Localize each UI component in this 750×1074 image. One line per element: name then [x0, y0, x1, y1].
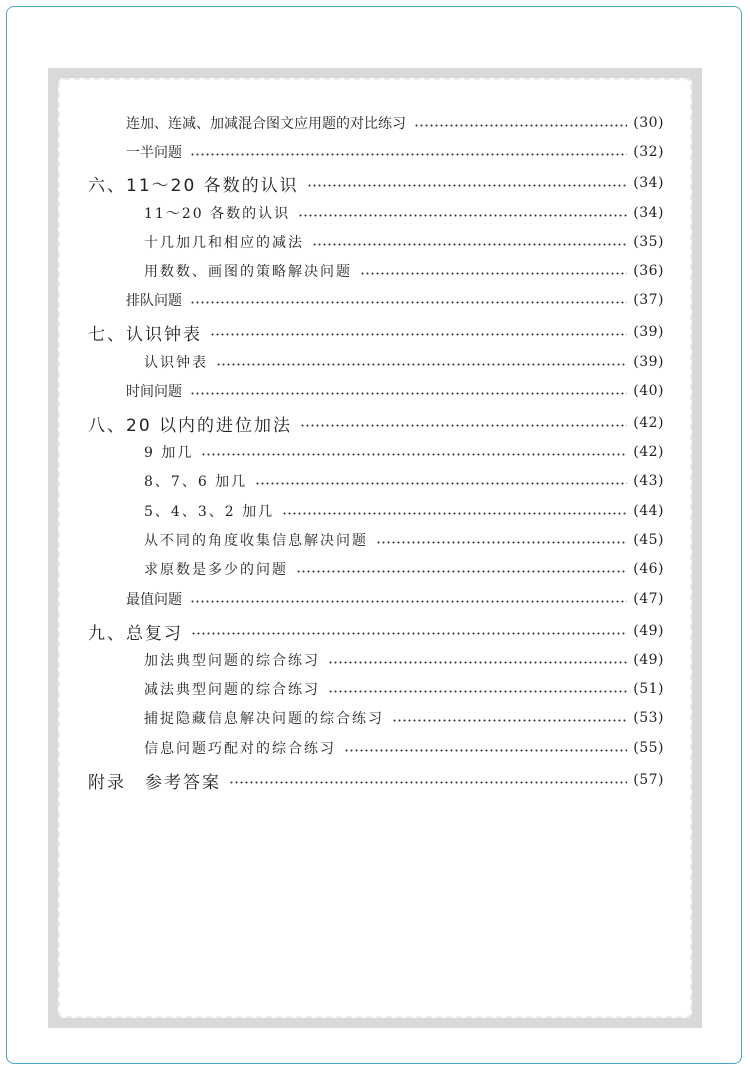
toc-entry-page: (34) — [633, 205, 664, 221]
dot-leader — [190, 153, 627, 156]
toc-chapter-entry — [0, 619, 664, 643]
toc-entry — [0, 140, 664, 164]
toc-entry — [0, 587, 664, 611]
toc-entry-page: (46) — [633, 561, 664, 577]
toc-entry-page: (37) — [633, 292, 664, 308]
toc-entry-page: (49) — [633, 623, 664, 639]
toc-entry-page: (47) — [633, 591, 664, 607]
toc-entry-page: (45) — [633, 532, 664, 548]
dot-leader — [298, 214, 627, 217]
toc-entry — [0, 440, 664, 464]
dot-leader — [344, 749, 627, 752]
dot-leader — [328, 661, 627, 664]
dot-leader — [216, 363, 627, 366]
dot-leader — [282, 512, 627, 515]
dot-leader — [191, 632, 627, 635]
toc-entry-title: 捕捉隐藏信息解决问题的综合练习 — [144, 711, 384, 727]
toc-entry — [0, 648, 664, 672]
toc-entry-title: 十几加几和相应的减法 — [144, 235, 304, 251]
dot-leader — [312, 243, 627, 246]
toc-entry-title: 时间问题 — [126, 384, 182, 400]
toc-entry — [0, 288, 664, 312]
dot-leader — [296, 570, 627, 573]
toc-entry-page: (55) — [633, 740, 664, 756]
toc-entry-page: (39) — [633, 324, 664, 340]
dot-leader — [360, 272, 627, 275]
toc-chapter-title: 九、总复习 — [88, 623, 183, 644]
toc-entry-title: 连加、连减、加减混合图文应用题的对比练习 — [126, 116, 406, 132]
toc-chapter-title: 六、11～20 各数的认识 — [88, 175, 299, 196]
dot-leader — [376, 541, 627, 544]
toc-entry-page: (34) — [633, 175, 664, 191]
toc-entry — [0, 736, 664, 760]
toc-entry-title: 一半问题 — [126, 145, 182, 161]
toc-entry-page: (36) — [633, 263, 664, 279]
dot-leader — [328, 690, 627, 693]
toc-entry — [0, 379, 664, 403]
toc-chapter-title: 八、20 以内的进位加法 — [88, 415, 293, 436]
toc-entry — [0, 528, 664, 552]
dot-leader — [229, 781, 627, 784]
toc-entry-title: 最值问题 — [126, 592, 182, 608]
dot-leader — [190, 301, 627, 304]
toc-entry-page: (40) — [633, 383, 664, 399]
toc-entry — [0, 557, 664, 581]
toc-entry-page: (42) — [633, 444, 664, 460]
toc-entry-title: 用数数、画图的策略解决问题 — [144, 264, 352, 280]
dot-leader — [190, 600, 627, 603]
toc-entry — [0, 677, 664, 701]
toc-entry — [0, 201, 664, 225]
dot-leader — [300, 424, 627, 427]
toc-entry-title: 11～20 各数的认识 — [144, 206, 291, 222]
dot-leader — [414, 124, 627, 127]
toc-chapter-title: 七、认识钟表 — [88, 324, 202, 345]
toc-chapter-entry — [0, 320, 664, 344]
toc-entry — [0, 259, 664, 283]
toc-entry-page: (32) — [633, 144, 664, 160]
dot-leader — [392, 719, 627, 722]
toc-entry-page: (49) — [633, 652, 664, 668]
toc-chapter-entry — [0, 768, 664, 792]
toc-entry-page: (44) — [633, 503, 664, 519]
toc-chapter-title: 附录 参考答案 — [88, 772, 221, 793]
toc-entry-title: 信息问题巧配对的综合练习 — [144, 741, 336, 757]
dot-leader — [201, 453, 627, 456]
toc-entry-title: 从不同的角度收集信息解决问题 — [144, 533, 368, 549]
toc-entry — [0, 499, 664, 523]
toc-entry — [0, 350, 664, 374]
toc-entry-title: 5、4、3、2 加几 — [144, 504, 275, 520]
dot-leader — [210, 333, 627, 336]
dot-leader — [307, 184, 628, 187]
toc-entry-title: 认识钟表 — [144, 355, 208, 371]
toc-entry-page: (57) — [633, 772, 664, 788]
toc-entry-title: 求原数是多少的问题 — [144, 562, 288, 578]
toc-entry — [0, 706, 664, 730]
toc-entry-page: (43) — [633, 473, 664, 489]
toc-chapter-entry — [0, 171, 664, 195]
toc-entry — [0, 111, 664, 135]
toc-entry-page: (53) — [633, 710, 664, 726]
toc-entry-title: 8、7、6 加几 — [144, 474, 248, 490]
dot-leader — [190, 392, 627, 395]
toc-entry — [0, 469, 664, 493]
toc-entry-page: (30) — [633, 115, 664, 131]
toc-entry-page: (51) — [633, 681, 664, 697]
dot-leader — [255, 482, 627, 485]
toc-chapter-entry — [0, 411, 664, 435]
toc-entry — [0, 230, 664, 254]
toc-entry-page: (35) — [633, 234, 664, 250]
toc-entry-title: 9 加几 — [144, 445, 194, 461]
toc-entry-title: 加法典型问题的综合练习 — [144, 653, 320, 669]
toc-entry-title: 排队问题 — [126, 293, 182, 309]
toc-entry-page: (39) — [633, 354, 664, 370]
toc-entry-title: 减法典型问题的综合练习 — [144, 682, 320, 698]
toc-entry-page: (42) — [633, 415, 664, 431]
